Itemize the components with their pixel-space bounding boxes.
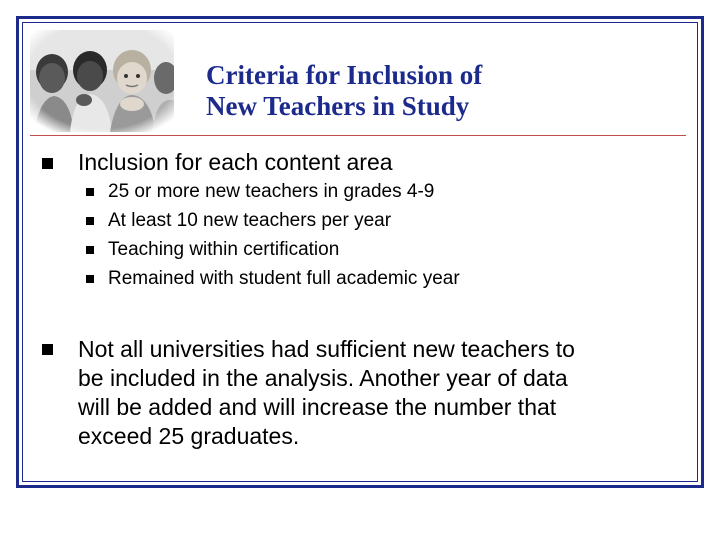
- bullet-2-line-1: Not all universities had sufficient new teachers to: [78, 336, 575, 362]
- bullet-2-line-2: be included in the analysis. Another year of data: [78, 365, 568, 391]
- sub-bullet-square-icon: [86, 275, 94, 283]
- bullet-2-line-3: will be added and will increase the number that: [78, 394, 557, 420]
- bullet-square-icon: [42, 344, 53, 355]
- title-line-1: Criteria for Inclusion of: [206, 60, 483, 90]
- sub-bullet-square-icon: [86, 246, 94, 254]
- title-divider: [30, 135, 686, 136]
- title-line-2: New Teachers in Study: [206, 91, 470, 121]
- sub-bullet-square-icon: [86, 217, 94, 225]
- sub-bullet-3-text: Teaching within certification: [108, 239, 340, 260]
- sub-bullet-square-icon: [86, 188, 94, 196]
- bullet-2-text: [78, 335, 678, 451]
- sub-bullet-4-text: Remained with student full academic year: [108, 268, 460, 289]
- sub-bullet-1-text: 25 or more new teachers in grades 4-9: [108, 181, 435, 202]
- bullet-1-text: Inclusion for each content area: [78, 149, 393, 175]
- children-photo: [30, 30, 174, 132]
- bullet-2-line-4: exceed 25 graduates.: [78, 423, 300, 449]
- sub-bullet-2-text: At least 10 new teachers per year: [108, 210, 392, 231]
- bullet-square-icon: [42, 158, 53, 169]
- slide-title: [206, 60, 626, 122]
